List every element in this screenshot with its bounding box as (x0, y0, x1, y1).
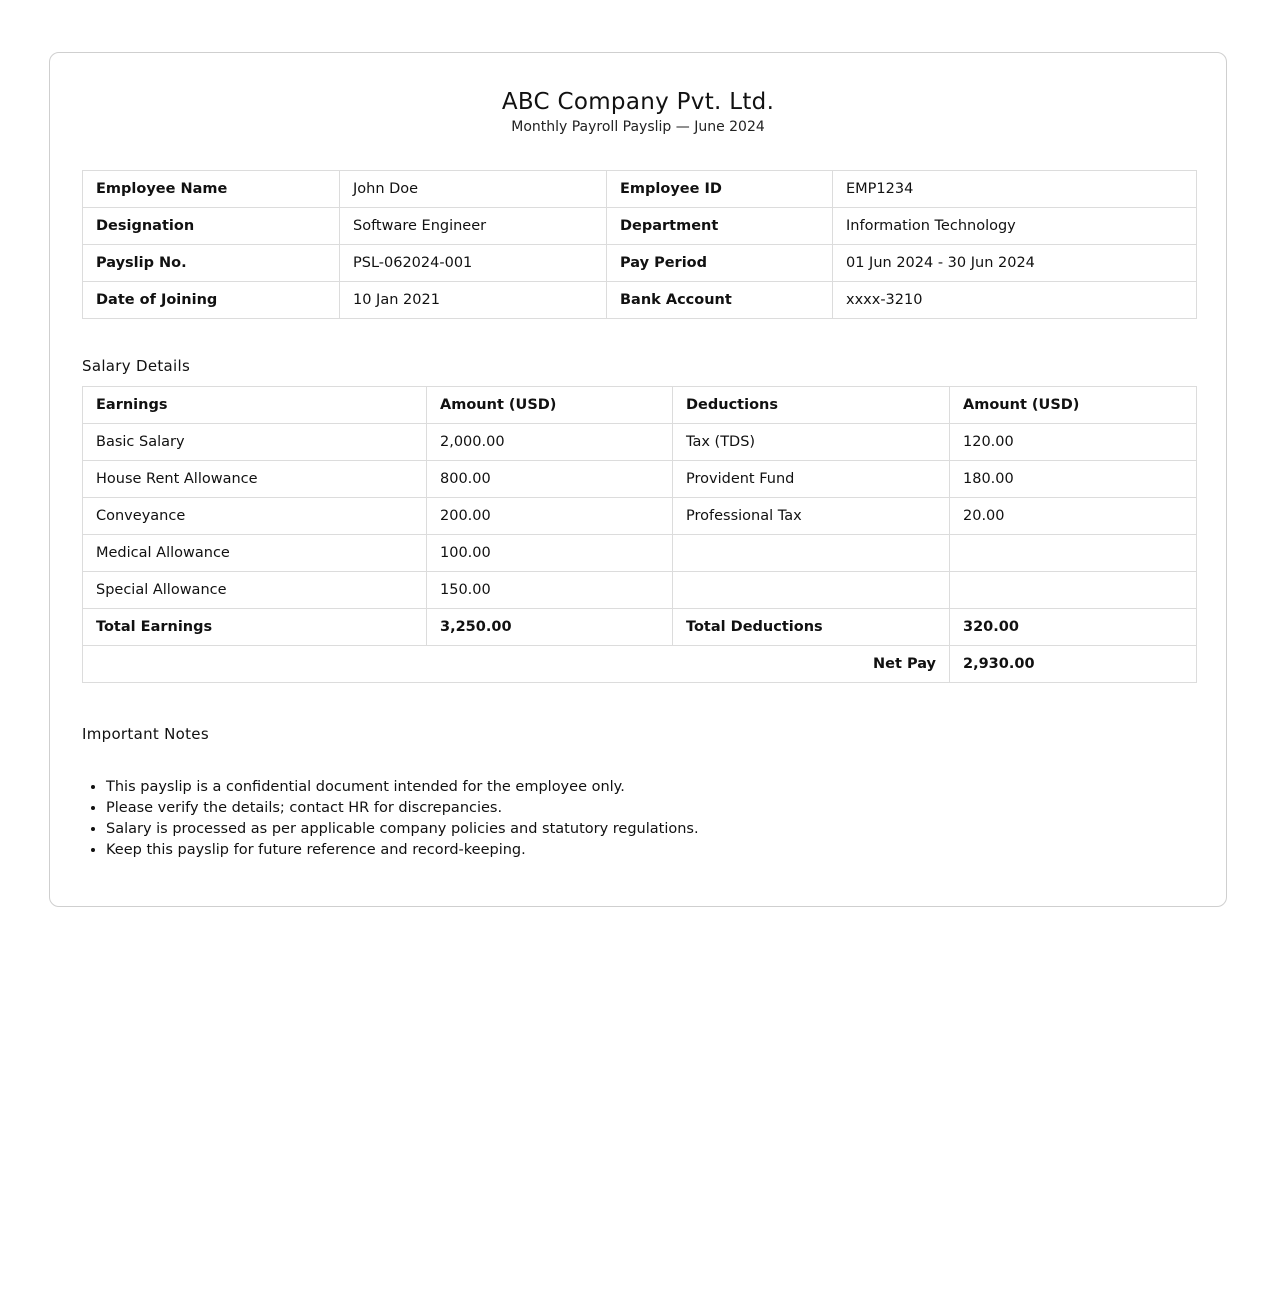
important-notes-title: Important Notes (82, 725, 209, 743)
payslip-subtitle: Monthly Payroll Payslip — June 2024 (511, 119, 765, 135)
bank-account-label: Bank Account (607, 282, 833, 319)
earning-amount: 100.00 (427, 535, 673, 572)
net-pay-value: 2,930.00 (950, 646, 1197, 683)
earning-name: Medical Allowance (83, 535, 427, 572)
table-row (83, 461, 1197, 498)
earning-name: House Rent Allowance (83, 461, 427, 498)
list-item: • Keep this payslip for future reference and record-keeping. (106, 840, 699, 861)
employee-name-value: John Doe (340, 171, 607, 208)
table-row (83, 208, 1197, 245)
salary-details-title: Salary Details (82, 357, 191, 375)
totals-row (83, 609, 1197, 646)
earning-name: Conveyance (83, 498, 427, 535)
deduction-amount (950, 572, 1197, 609)
employee-id-value: EMP1234 (833, 171, 1197, 208)
date-of-joining-value: 10 Jan 2021 (340, 282, 607, 319)
earnings-header: Earnings (83, 387, 427, 424)
table-row (83, 171, 1197, 208)
net-pay-label: Net Pay (83, 646, 950, 683)
earning-amount: 2,000.00 (427, 424, 673, 461)
deductions-amount-header: Amount (USD) (950, 387, 1197, 424)
designation-value: Software Engineer (340, 208, 607, 245)
table-row (83, 424, 1197, 461)
table-row (83, 245, 1197, 282)
department-value: Information Technology (833, 208, 1197, 245)
list-item: • This payslip is a confidential document intended for the employee only. (106, 777, 699, 798)
department-label: Department (607, 208, 833, 245)
employee-id-label: Employee ID (607, 171, 833, 208)
earning-amount: 150.00 (427, 572, 673, 609)
deduction-name: Professional Tax (673, 498, 950, 535)
deduction-amount: 180.00 (950, 461, 1197, 498)
pay-period-label: Pay Period (607, 245, 833, 282)
deduction-name: Provident Fund (673, 461, 950, 498)
salary-table (82, 386, 1197, 683)
designation-label: Designation (83, 208, 340, 245)
deduction-name (673, 572, 950, 609)
payslip-header (50, 87, 1226, 137)
table-row (83, 498, 1197, 535)
list-item: • Please verify the details; contact HR for discrepancies. (106, 798, 699, 819)
total-earnings-value: 3,250.00 (427, 609, 673, 646)
table-row (83, 572, 1197, 609)
table-row (83, 282, 1197, 319)
total-deductions-label: Total Deductions (673, 609, 950, 646)
notes-list (82, 777, 699, 861)
payslip-card (49, 52, 1227, 907)
employee-name-label: Employee Name (83, 171, 340, 208)
earning-amount: 200.00 (427, 498, 673, 535)
earnings-amount-header: Amount (USD) (427, 387, 673, 424)
date-of-joining-label: Date of Joining (83, 282, 340, 319)
bank-account-value: xxxx-3210 (833, 282, 1197, 319)
employee-info-table (82, 170, 1197, 319)
net-pay-row (83, 646, 1197, 683)
deduction-name (673, 535, 950, 572)
payslip-no-value: PSL-062024-001 (340, 245, 607, 282)
total-earnings-label: Total Earnings (83, 609, 427, 646)
table-header-row (83, 387, 1197, 424)
deductions-header: Deductions (673, 387, 950, 424)
payslip-no-label: Payslip No. (83, 245, 340, 282)
earning-amount: 800.00 (427, 461, 673, 498)
deduction-amount: 20.00 (950, 498, 1197, 535)
total-deductions-value: 320.00 (950, 609, 1197, 646)
deduction-name: Tax (TDS) (673, 424, 950, 461)
table-row (83, 535, 1197, 572)
earning-name: Basic Salary (83, 424, 427, 461)
deduction-amount: 120.00 (950, 424, 1197, 461)
list-item: • Salary is processed as per applicable company policies and statutory regulations. (106, 819, 699, 840)
pay-period-value: 01 Jun 2024 - 30 Jun 2024 (833, 245, 1197, 282)
company-name: ABC Company Pvt. Ltd. (501, 89, 775, 115)
deduction-amount (950, 535, 1197, 572)
earning-name: Special Allowance (83, 572, 427, 609)
